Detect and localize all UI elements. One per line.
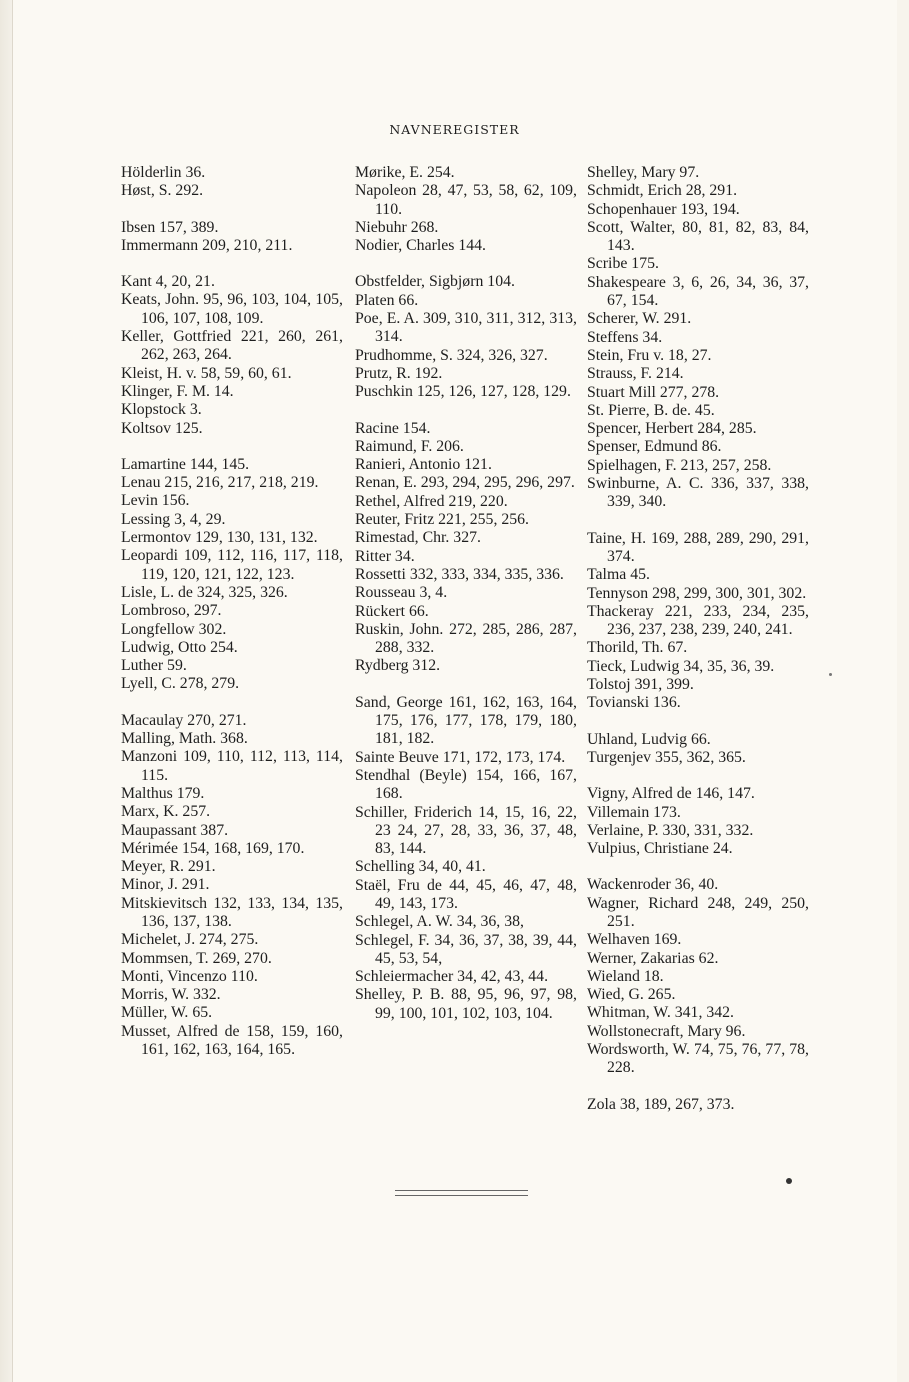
index-entry: Scott, Walter, 80, 81, 82, 83, 84, 143. <box>587 218 809 255</box>
index-entry: Stuart Mill 277, 278. <box>587 383 720 401</box>
index-entry: Wagner, Richard 248, 249, 250, 251. <box>587 894 809 930</box>
index-entry: Keats, John. 95, 96, 103, 104, 105, 106, 107, 108, 109. <box>121 291 343 327</box>
index-entry: Sainte Beuve 171, 172, 173, 174. <box>355 748 566 766</box>
index-entry: Renan, E. 293, 294, 295, 296, 297. <box>355 474 575 492</box>
index-entry: Uhland, Ludvig 66. <box>587 730 711 748</box>
index-entry: Nodier, Charles 144. <box>355 237 486 255</box>
index-entry: Koltsov 125. <box>121 419 203 437</box>
index-entry: Malling, Math. 368. <box>121 730 248 748</box>
page-left-edge <box>0 0 12 1382</box>
index-entry: Meyer, R. 291. <box>121 858 216 876</box>
index-entry: Poe, E. A. 309, 310, 311, 312, 313, 314. <box>355 310 577 346</box>
index-entry: Mommsen, T. 269, 270. <box>121 949 272 967</box>
index-entry: St. Pierre, B. de. 45. <box>587 401 715 419</box>
index-entry: Schlegel, F. 34, 36, 37, 38, 39, 44, 45, 53, 54, <box>355 931 577 967</box>
index-entry: Wied, G. 265. <box>587 986 676 1004</box>
index-entry: Staël, Fru de 44, 45, 46, 47, 48, 49, 143, 173. <box>355 876 577 912</box>
index-entry: Rückert 66. <box>355 602 429 620</box>
index-entry: Marx, K. 257. <box>121 803 211 821</box>
index-entry: Lenau 215, 216, 217, 218, 219. <box>121 474 319 492</box>
index-entry: Malthus 179. <box>121 784 205 802</box>
index-entry: Wieland 18. <box>587 967 664 985</box>
index-column-2 <box>355 164 577 1023</box>
index-entry: Welhaven 169. <box>587 931 682 949</box>
index-entry: Vulpius, Christiane 24. <box>587 840 733 858</box>
index-entry: Morris, W. 332. <box>121 986 221 1004</box>
index-entry: Mérimée 154, 168, 169, 170. <box>121 839 305 857</box>
index-entry: Lamartine 144, 145. <box>121 455 250 473</box>
index-entry: Tovianski 136. <box>587 694 681 712</box>
index-entry: Longfellow 302. <box>121 620 227 638</box>
index-entry: Ibsen 157, 389. <box>121 218 219 236</box>
index-entry: Steffens 34. <box>587 328 663 346</box>
index-entry: Wollstonecraft, Mary 96. <box>587 1022 746 1040</box>
index-entry: Wackenroder 36, 40. <box>587 876 719 894</box>
index-entry: Spencer, Herbert 284, 285. <box>587 420 757 438</box>
index-column-1 <box>121 164 343 1059</box>
index-entry: Swinburne, A. C. 336, 337, 338, 339, 340. <box>587 475 809 511</box>
index-entry: Werner, Zakarias 62. <box>587 949 719 967</box>
index-entry: Mitskievitsch 132, 133, 134, 135, 136, 137, 138. <box>121 894 343 930</box>
index-entry: Lermontov 129, 130, 131, 132. <box>121 529 318 547</box>
index-entry: Minor, J. 291. <box>121 876 210 894</box>
index-entry: Schmidt, Erich 28, 291. <box>587 182 738 200</box>
index-entry: Prudhomme, S. 324, 326, 327. <box>355 346 548 364</box>
index-entry: Michelet, J. 274, 275. <box>121 931 259 949</box>
index-entry: Klopstock 3. <box>121 401 202 419</box>
index-entry: Schiller, Friderich 14, 15, 16, 22, 23 24, 27, 28, 33, 36, 37, 48, 83, 144. <box>355 803 577 858</box>
index-entry: Hölderlin 36. <box>121 164 206 181</box>
index-entry: Thackeray 221, 233, 234, 235, 236, 237, 238, 239, 240, 241. <box>587 602 809 639</box>
index-entry: Lessing 3, 4, 29. <box>121 510 226 528</box>
index-entry: Vigny, Alfred de 146, 147. <box>587 785 755 803</box>
index-entry: Talma 45. <box>587 566 650 584</box>
index-entry: Scribe 175. <box>587 255 659 273</box>
index-entry: Platen 66. <box>355 291 419 309</box>
index-entry: Spielhagen, F. 213, 257, 258. <box>587 456 772 474</box>
index-entry: Villemain 173. <box>587 803 681 821</box>
index-entry: Napoleon 28, 47, 53, 58, 62, 109, 110. <box>355 182 577 218</box>
index-entry: Sand, George 161, 162, 163, 164, 175, 176, 177, 178, 179, 180, 181, 182. <box>355 693 577 748</box>
index-entry: Tieck, Ludwig 34, 35, 36, 39. <box>587 657 775 675</box>
index-entry: Tennyson 298, 299, 300, 301, 302. <box>587 584 807 602</box>
index-entry: Spenser, Edmund 86. <box>587 438 722 456</box>
index-entry: Maupassant 387. <box>121 821 229 839</box>
index-entry: Keller, Gottfried 221, 260, 261, 262, 263, 264. <box>121 328 343 364</box>
index-entry: Wordsworth, W. 74, 75, 76, 77, 78, 228. <box>587 1041 809 1077</box>
index-entry: Shelley, P. B. 88, 95, 96, 97, 98, 99, 100, 101, 102, 103, 104. <box>355 986 577 1022</box>
index-entry: Müller, W. 65. <box>121 1004 213 1022</box>
index-entry: Scherer, W. 291. <box>587 310 692 328</box>
index-entry: Ruskin, John. 272, 285, 286, 287, 288, 332. <box>355 620 577 657</box>
index-entry: Stendhal (Beyle) 154, 166, 167, 168. <box>355 766 577 803</box>
index-entry: Lisle, L. de 324, 325, 326. <box>121 583 288 601</box>
index-entry: Reuter, Fritz 221, 255, 256. <box>355 511 529 529</box>
index-entry: Musset, Alfred de 158, 159, 160, 161, 162, 163, 164, 165. <box>121 1022 343 1059</box>
ink-speck <box>829 673 832 676</box>
index-entry: Rossetti 332, 333, 334, 335, 336. <box>355 565 564 583</box>
index-entry: Mørike, E. 254. <box>355 164 455 181</box>
index-entry: Prutz, R. 192. <box>355 364 443 382</box>
index-entry: Taine, H. 169, 288, 289, 290, 291, 374. <box>587 529 809 565</box>
index-entry: Leopardi 109, 112, 116, 117, 118, 119, 120, 121, 122, 123. <box>121 547 343 583</box>
index-entry: Strauss, F. 214. <box>587 365 684 383</box>
index-entry: Schelling 34, 40, 41. <box>355 858 486 876</box>
index-entry: Racine 154. <box>355 419 431 437</box>
index-entry: Schopenhauer 193, 194. <box>587 200 740 218</box>
index-entry: Schleiermacher 34, 42, 43, 44. <box>355 968 549 986</box>
end-rule <box>395 1190 528 1196</box>
index-entry: Lyell, C. 278, 279. <box>121 675 240 693</box>
page-header: NAVNEREGISTER <box>389 122 520 137</box>
index-entry: Lombroso, 297. <box>121 602 222 620</box>
index-entry: Zola 38, 189, 267, 373. <box>587 1095 735 1113</box>
index-entry: Manzoni 109, 110, 112, 113, 114, 115. <box>121 748 343 784</box>
index-entry: Monti, Vincenzo 110. <box>121 967 258 985</box>
index-entry: Ranieri, Antonio 121. <box>355 456 492 474</box>
index-entry: Obstfelder, Sigbjørn 104. <box>355 273 515 291</box>
index-entry: Shelley, Mary 97. <box>587 164 700 181</box>
index-entry: Rousseau 3, 4. <box>355 584 448 602</box>
index-entry: Høst, S. 292. <box>121 182 204 200</box>
index-entry: Kant 4, 20, 21. <box>121 273 215 291</box>
index-entry: Rimestad, Chr. 327. <box>355 529 481 547</box>
index-entry: Schlegel, A. W. 34, 36, 38, <box>355 913 524 931</box>
index-entry: Niebuhr 268. <box>355 218 439 236</box>
index-entry: Kleist, H. v. 58, 59, 60, 61. <box>121 364 292 382</box>
index-entry: Rethel, Alfred 219, 220. <box>355 492 508 510</box>
index-entry: Shakespeare 3, 6, 26, 34, 36, 37, 67, 154. <box>587 273 809 310</box>
index-entry: Ritter 34. <box>355 547 415 565</box>
index-column-3 <box>587 164 809 1114</box>
ink-dot <box>786 1178 792 1184</box>
index-entry: Levin 156. <box>121 492 190 510</box>
index-entry: Tolstoj 391, 399. <box>587 676 694 694</box>
index-entry: Ludwig, Otto 254. <box>121 638 238 656</box>
index-entry: Raimund, F. 206. <box>355 437 464 455</box>
index-entry: Whitman, W. 341, 342. <box>587 1004 734 1022</box>
index-entry: Stein, Fru v. 18, 27. <box>587 346 712 364</box>
index-entry: Rydberg 312. <box>355 657 441 675</box>
index-entry: Puschkin 125, 126, 127, 128, 129. <box>355 383 571 401</box>
index-entry: Verlaine, P. 330, 331, 332. <box>587 821 754 839</box>
index-entry: Immermann 209, 210, 211. <box>121 236 293 254</box>
index-entry: Macaulay 270, 271. <box>121 711 247 729</box>
index-entry: Klinger, F. M. 14. <box>121 382 234 400</box>
index-entry: Thorild, Th. 67. <box>587 639 688 657</box>
index-entry: Luther 59. <box>121 657 187 675</box>
index-entry: Turgenjev 355, 362, 365. <box>587 748 746 766</box>
